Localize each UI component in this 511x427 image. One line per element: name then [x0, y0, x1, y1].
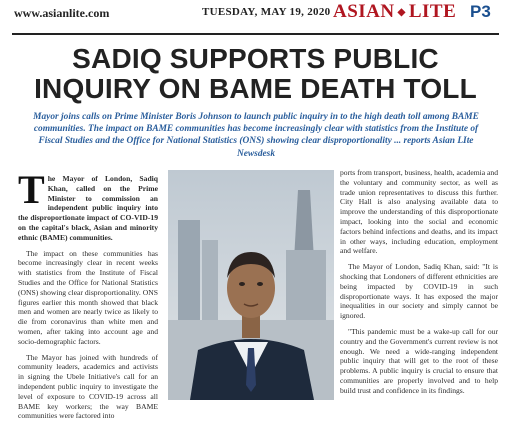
article-column-left [18, 167, 158, 427]
brand-word-lite: LITE [408, 1, 457, 22]
photo-illustration [168, 170, 334, 400]
lead-text: he Mayor of London, Sadiq Khan, called on the Prime Minister to commission an independent public inquiry into the disproportionate impact of CO-VID-19 on the capital's black, Asian and minority ethnic (BAME) communities. [18, 174, 158, 242]
masthead [0, 0, 511, 40]
headline-line-1: SADIQ SUPPORTS PUBLIC [72, 43, 439, 74]
body-paragraph: The Mayor has joined with hundreds of community leaders, academics and activists in signing the Ubele Initiative's call for an independent public inquiry to investigate the level of exposure to COVID-19 across all BAME key workers; the way BAME communities were factored into [18, 352, 158, 421]
mayor-portrait-photo [168, 170, 334, 400]
article-column-right [340, 168, 498, 402]
headline-line-2: INQUIRY ON BAME DEATH TOLL [34, 73, 477, 104]
brand-word-asian: ASIAN [333, 1, 395, 22]
body-paragraph: The impact on these communities has become increasingly clear in recent weeks with statistics from the Institute of Fiscal Studies and the Office for National Statistics (ONS) showing clear disproportionality. ONS figures earlier this month showed that black men and women are nearly twice as likely to die from coronavirus than white men and women, after taking into account age and socio-demographic factors. [18, 248, 158, 346]
lead-paragraph [18, 167, 158, 243]
standfirst: Mayor joins calls on Prime Minister Boris Johnson to launch public inquiry in to the high death toll among BAME communities. The impact on BAME communities has become increasingly clear with statistics from the Institute of Fiscal Studies and the Office for National Statistics (ONS) showing clear disproportionality ... reports Asian LIte Newsdesk [33, 112, 479, 159]
drop-cap: T [18, 167, 45, 212]
body-paragraph: The Mayor of London, Sadiq Khan, said: "It is shocking that Londoners of different ethnicities are being impacted by COVID-19 in such disproportionate ways. It has exposed the major inequalities in our society and simply cannot be ignored. [340, 262, 498, 321]
masthead-rule [12, 33, 499, 35]
brand-logo [333, 1, 456, 23]
page-number: P3 [470, 2, 491, 21]
headline [0, 44, 511, 104]
body-paragraph: ports from transport, business, health, academia and the voluntary and community sector, as well as trade union representatives to discuss this further. City Hall is also analysing available data to improve the understanding of this disproportionate impact, looking into the social and economic factors behind infections and deaths, and its impact in other ways, including education, employment and welfare. [340, 168, 498, 256]
brand-separator-icon: ◆ [394, 7, 409, 19]
issue-date: TUESDAY, MAY 19, 2020 [202, 6, 331, 18]
body-paragraph: "This pandemic must be a wake-up call for our country and the Government's current review is not enough. We need a wide-ranging independent public inquiry that will get to the root of these problems. A public inquiry is crucial to ensure that communities are properly involved and to help build trust and confidence in its findings. [340, 326, 498, 395]
site-url[interactable]: www.asianlite.com [14, 6, 110, 20]
